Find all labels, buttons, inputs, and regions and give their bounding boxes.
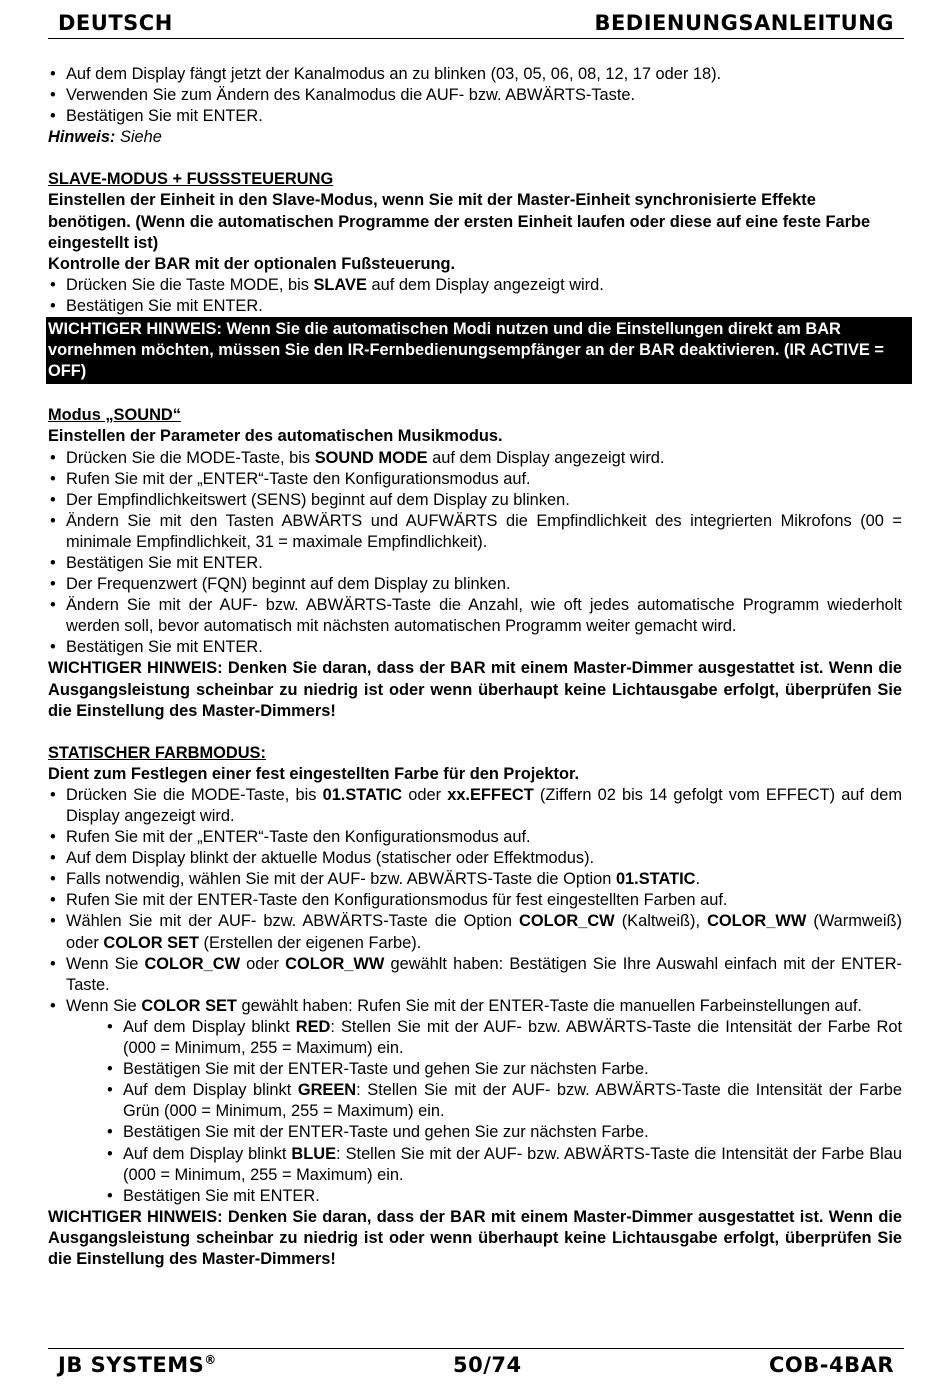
footer-model: COB-4BAR [768,1353,894,1377]
section-desc-slave-footswitch: Kontrolle der BAR mit der optionalen Fußsteuerung. [48,254,456,273]
header-doc-title: BEDIENUNGSANLEITUNG [594,11,894,35]
list-item: • Der Frequenzwert (FQN) beginnt auf dem Display zu blinken. [48,574,902,595]
list-item: • Drücken Sie die MODE-Taste, bis 01.STATIC oder xx.EFFECT (Ziffern 02 bis 14 gefolgt vom EFFECT) auf dem Display angezeigt wird. [48,785,902,827]
list-item: • Bestätigen Sie mit ENTER. [48,637,902,658]
sound-list [48,448,902,659]
list-item: • Auf dem Display blinkt der aktuelle Modus (statischer oder Effektmodus). [48,848,902,869]
section-desc-static: Dient zum Festlegen einer fest eingestellten Farbe für den Projektor. [48,764,579,783]
list-item: • Bestätigen Sie mit ENTER. [48,296,902,317]
list-item: • Rufen Sie mit der „ENTER“-Taste den Konfigurationsmodus auf. [48,469,902,490]
list-item: • Ändern Sie mit der AUF- bzw. ABWÄRTS-Taste die Anzahl, wie oft jedes automatische Programm wiederholt werden soll, bevor automatisch mit nächsten automatischen Programm weiter gemacht wird. [48,595,902,637]
footer-page-number: 50/74 [453,1353,522,1377]
header-language: DEUTSCH [58,11,173,35]
list-item: • Bestätigen Sie mit der ENTER-Taste und gehen Sie zur nächsten Farbe. [105,1122,902,1143]
warning-master-dimmer-static: WICHTIGER HINWEIS: Denken Sie daran, dass der BAR mit einem Master-Dimmer ausgestattet ist. Wenn die Ausgangsleistung scheinbar zu niedrig ist oder wenn überhaupt keine Lichtausgabe erfolgt, überprüfen Sie die Einstellung des Master-Dimmers! [48,1207,902,1268]
page-footer [48,1348,904,1383]
list-item: • Drücken Sie die MODE-Taste, bis SOUND MODE auf dem Display angezeigt wird. [48,448,902,469]
intro-list [48,64,902,127]
section-title-slave: SLAVE-MODUS + FUSSSTEUERUNG [48,170,334,189]
registered-mark: ® [204,1353,217,1367]
list-item: • Falls notwendig, wählen Sie mit der AUF- bzw. ABWÄRTS-Taste die Option 01.STATIC. [48,869,902,890]
page-content [48,64,902,1270]
section-desc-sound: Einstellen der Parameter des automatischen Musikmodus. [48,427,503,446]
list-item: • Bestätigen Sie mit ENTER. [48,553,902,574]
warning-master-dimmer: WICHTIGER HINWEIS: Denken Sie daran, dass der BAR mit einem Master-Dimmer ausgestattet ist. Wenn die Ausgangsleistung scheinbar zu niedrig ist oder wenn überhaupt keine Lichtausgabe erfolgt, überprüfen Sie die Einstellung des Master-Dimmers! [48,659,902,720]
hint-label: Hinweis: [48,128,116,147]
list-item: • Bestätigen Sie mit der ENTER-Taste und gehen Sie zur nächsten Farbe. [105,1059,902,1080]
list-item: • Auf dem Display fängt jetzt der Kanalmodus an zu blinken (03, 05, 06, 08, 12, 17 oder 18). [48,64,902,85]
list-item: • Wenn Sie COLOR SET gewählt haben: Rufen Sie mit der ENTER-Taste die manuellen Farbeinstellungen auf. [48,996,902,1017]
list-item: • Drücken Sie die Taste MODE, bis SLAVE auf dem Display angezeigt wird. [48,275,902,296]
color-set-sublist [105,1017,902,1207]
list-item: • Auf dem Display blinkt GREEN: Stellen Sie mit der AUF- bzw. ABWÄRTS-Taste die Intensität der Farbe Grün (000 = Minimum, 255 = Maximum) ein. [105,1080,902,1122]
section-title-static: STATISCHER FARBMODUS: [48,743,266,762]
list-item: • Rufen Sie mit der ENTER-Taste den Konfigurationsmodus für fest eingestellten Farben auf. [48,890,902,911]
page-header [48,10,904,39]
hint-text: Siehe [115,128,162,147]
section-desc-slave: Einstellen der Einheit in den Slave-Modus, wenn Sie mit der Master-Einheit synchronisierte Effekte benötigen. (Wenn die automatischen Programme der ersten Einheit laufen oder diese auf eine feste Farbe eingestellt ist) [48,191,871,252]
section-title-sound: Modus „SOUND“ [48,406,181,425]
list-item: • Ändern Sie mit den Tasten ABWÄRTS und AUFWÄRTS die Empfindlichkeit des integrierten Mikrofons (00 = minimale Empfindlichkeit, 31 = maximale Empfindlichkeit). [48,511,902,553]
hint-note [48,127,902,148]
slave-list [48,275,902,317]
footer-brand: JB SYSTEMS® [58,1353,217,1377]
list-item: • Wählen Sie mit der AUF- bzw. ABWÄRTS-Taste die Option COLOR_CW (Kaltweiß), COLOR_WW (Warmweiß) oder COLOR SET (Erstellen der eigenen Farbe). [48,911,902,953]
list-item: • Rufen Sie mit der „ENTER“-Taste den Konfigurationsmodus auf. [48,827,902,848]
list-item: • Bestätigen Sie mit ENTER. [48,106,902,127]
list-item: • Wenn Sie COLOR_CW oder COLOR_WW gewählt haben: Bestätigen Sie Ihre Auswahl einfach mit der ENTER-Taste. [48,954,902,996]
list-item: • Der Empfindlichkeitswert (SENS) beginnt auf dem Display zu blinken. [48,490,902,511]
list-item: • Auf dem Display blinkt RED: Stellen Sie mit der AUF- bzw. ABWÄRTS-Taste die Intensität der Farbe Rot (000 = Minimum, 255 = Maximum) ein. [105,1017,902,1059]
list-item: • Verwenden Sie zum Ändern des Kanalmodus die AUF- bzw. ABWÄRTS-Taste. [48,85,902,106]
static-list [48,785,902,1017]
warning-box-ir: WICHTIGER HINWEIS: Wenn Sie die automatischen Modi nutzen und die Einstellungen direkt am BAR vornehmen möchten, müssen Sie den IR-Fernbedienungsempfänger an der BAR deaktivieren. (IR ACTIVE = OFF) [46,317,912,384]
list-item: • Auf dem Display blinkt BLUE: Stellen Sie mit der AUF- bzw. ABWÄRTS-Taste die Intensität der Farbe Blau (000 = Minimum, 255 = Maximum) ein. [105,1144,902,1186]
list-item: • Bestätigen Sie mit ENTER. [105,1186,902,1207]
